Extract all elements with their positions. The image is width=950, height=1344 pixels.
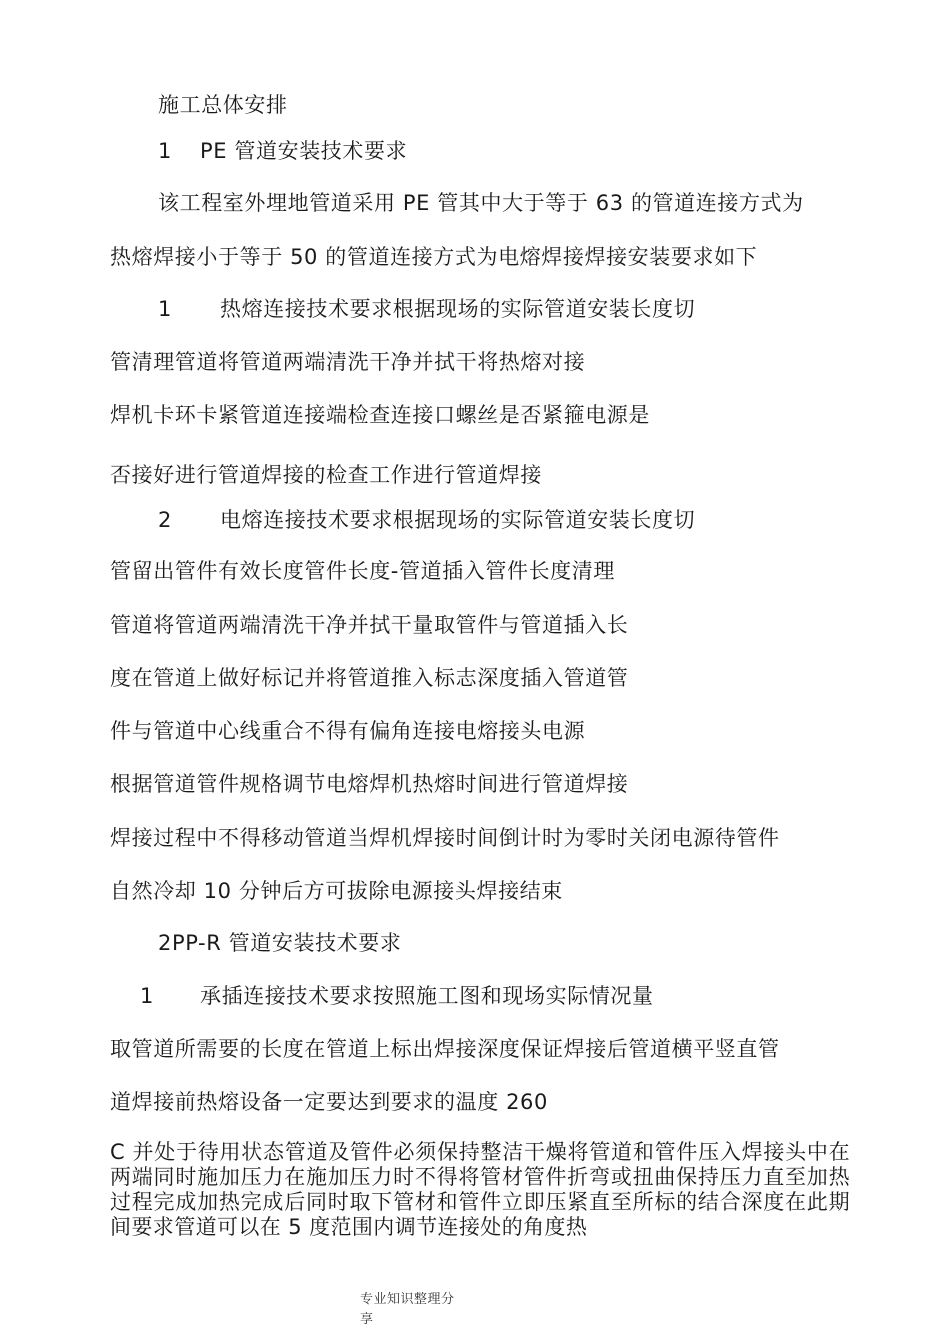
page-footer xyxy=(360,1290,490,1330)
text-line: 自然冷却 10 分钟后方可拔除电源接头焊接结束 xyxy=(110,879,563,903)
subheading-ppr: 2PP-R 管道安装技术要求 xyxy=(158,931,402,955)
text-line: 该工程室外埋地管道采用 PE 管其中大于等于 63 的管道连接方式为 xyxy=(158,191,804,215)
item-number: 1 xyxy=(158,297,172,321)
item-number: 1 xyxy=(158,139,172,163)
text-line: 管道将管道两端清洗干净并拭干量取管件与管道插入长 xyxy=(110,613,629,637)
item-number: 2 xyxy=(158,508,172,532)
subheading-pe xyxy=(158,138,407,164)
item-text: PE 管道安装技术要求 xyxy=(200,139,408,163)
text-line: 焊机卡环卡紧管道连接端检查连接口螺丝是否紧箍电源是 xyxy=(110,403,650,427)
item-text: 热熔连接技术要求根据现场的实际管道安装长度切 xyxy=(220,297,696,321)
list-item-electrofusion xyxy=(158,507,695,533)
list-item-hot-melt xyxy=(158,296,695,322)
text-line: 管清理管道将管道两端清洗干净并拭干将热熔对接 xyxy=(110,350,586,374)
list-item-socket xyxy=(140,983,654,1009)
body-paragraph: C 并处于待用状态管道及管件必须保持整洁干燥将管道和管件压入焊接头中在两端同时施加压力在施加压力时不得将管材管件折弯或扭曲保持压力直至加热过程完成加热完成后同时取下管材和管件立即压紧直至所标的结合深度在此期间要求管道可以在 5 度范围内调节连接处的角度热 xyxy=(110,1140,850,1239)
item-number: 1 xyxy=(140,984,154,1008)
footer-line: 享 xyxy=(360,1312,374,1327)
item-text: 电熔连接技术要求根据现场的实际管道安装长度切 xyxy=(220,508,696,532)
text-line: 度在管道上做好标记并将管道推入标志深度插入管道管 xyxy=(110,666,629,690)
footer-line: 专业知识整理分 xyxy=(360,1292,455,1307)
text-line: 根据管道管件规格调节电熔焊机热熔时间进行管道焊接 xyxy=(110,772,629,796)
text-line: 取管道所需要的长度在管道上标出焊接深度保证焊接后管道横平竖直管 xyxy=(110,1037,780,1061)
text-line: 件与管道中心线重合不得有偏角连接电熔接头电源 xyxy=(110,719,586,743)
text-line: 热熔焊接小于等于 50 的管道连接方式为电熔焊接焊接安装要求如下 xyxy=(110,245,758,269)
text-line: 道焊接前热熔设备一定要达到要求的温度 260 xyxy=(110,1090,548,1114)
item-text: 承插连接技术要求按照施工图和现场实际情况量 xyxy=(200,984,654,1008)
text-line: 否接好进行管道焊接的检查工作进行管道焊接 xyxy=(110,463,542,487)
section-heading: 施工总体安排 xyxy=(158,93,288,117)
text-line: 管留出管件有效长度管件长度-管道插入管件长度清理 xyxy=(110,559,615,583)
text-line: 焊接过程中不得移动管道当焊机焊接时间倒计时为零时关闭电源待管件 xyxy=(110,826,780,850)
